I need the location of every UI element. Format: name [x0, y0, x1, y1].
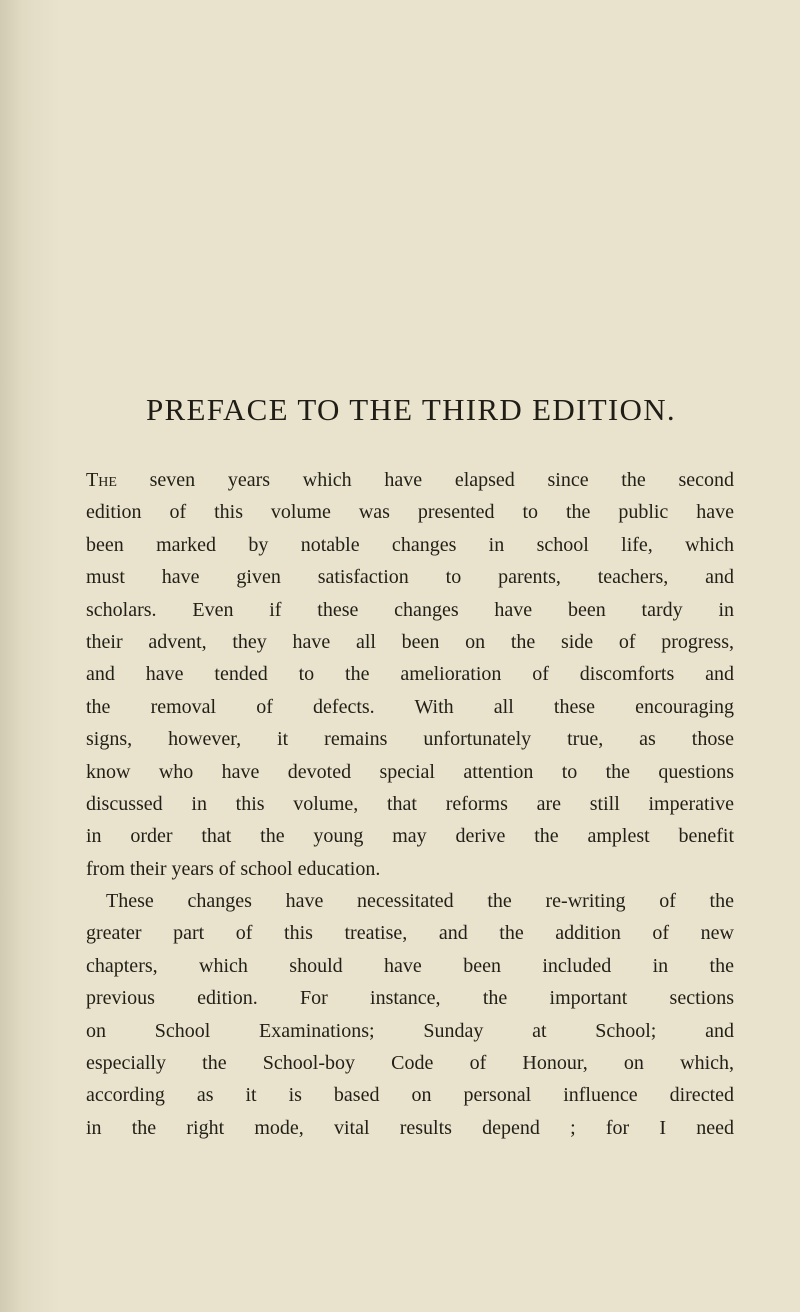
text-line — [86, 464, 734, 496]
text-line: greater part of this treatise, and the addition of new — [86, 922, 734, 945]
text-line: according as it is based on personal influence directed — [86, 1084, 734, 1107]
text-line: the removal of defects. With all these encouraging — [86, 695, 734, 718]
text-line: in order that the young may derive the amplest benefit — [86, 825, 734, 848]
first-word: The — [86, 469, 117, 491]
text-line: must have given satisfaction to parents, teachers, and — [86, 566, 734, 589]
text-line: on School Examinations; Sunday at School; and — [86, 1019, 734, 1042]
text-line: their advent, they have all been on the side of progress, — [86, 630, 734, 653]
text-line: and have tended to the amelioration of discomforts and — [86, 663, 734, 686]
text-line: from their years of school education. — [86, 857, 381, 880]
text-line: edition of this volume was presented to the public have — [86, 501, 734, 524]
text-line: These changes have necessitated the re-writing of the — [106, 890, 734, 913]
text-line: previous edition. For instance, the important sections — [86, 987, 734, 1010]
text-line: scholars. Even if these changes have been tardy in — [86, 598, 734, 621]
text-line: in the right mode, vital results depend ; for I need — [86, 1116, 734, 1139]
text-line: especially the School-boy Code of Honour, on which, — [86, 1052, 734, 1075]
text-line: chapters, which should have been included in the — [86, 954, 734, 977]
text-line: discussed in this volume, that reforms are still imperative — [86, 792, 734, 815]
text-line: been marked by notable changes in school life, which — [86, 533, 734, 556]
text-line-content: seven years which have elapsed since the second — [116, 469, 734, 491]
text-line: signs, however, it remains unfortunately true, as those — [86, 728, 734, 751]
page-title: PREFACE TO THE THIRD EDITION. — [146, 392, 676, 427]
text-line: know who have devoted special attention to the questions — [86, 760, 734, 783]
preface-body — [86, 464, 734, 1144]
